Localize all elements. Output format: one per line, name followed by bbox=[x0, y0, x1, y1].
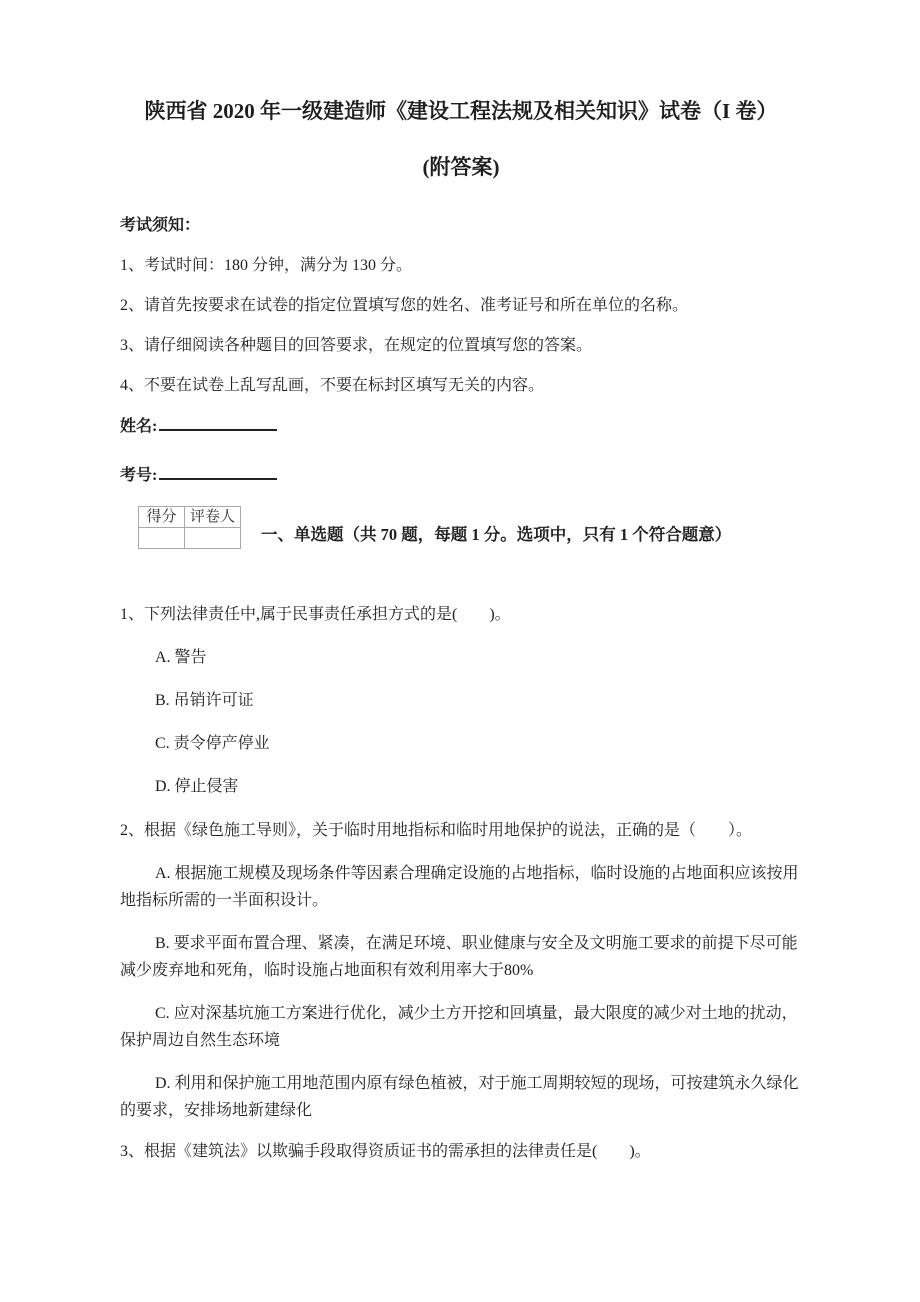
score-table-header-row bbox=[139, 507, 241, 528]
notice-item-4: 4、不要在试卷上乱写乱画，不要在标封区填写无关的内容。 bbox=[120, 377, 545, 394]
exam-title-line1: 陕西省 2020 年一级建造师《建设工程法规及相关知识》试卷（I 卷） bbox=[144, 99, 778, 123]
question-2-option-c: C. 应对深基坑施工方案进行优化，减少土方开挖和回填量，最大限度的减少对土地的扰动，保护周边自然生态环境 bbox=[120, 1005, 798, 1049]
score-table-and-section-heading bbox=[138, 506, 802, 549]
question-2-stem: 2、根据《绿色施工导则》，关于临时用地指标和临时用地保护的说法，正确的是（ ）。 bbox=[120, 822, 753, 839]
notice-item-1: 1、考试时间：180 分钟，满分为 130 分。 bbox=[120, 257, 413, 274]
notice-item-2: 2、请首先按要求在试卷的指定位置填写您的姓名、准考证号和所在单位的名称。 bbox=[120, 297, 689, 314]
question-1-stem: 1、下列法律责任中,属于民事责任承担方式的是( )。 bbox=[120, 606, 511, 623]
notice-heading: 考试须知： bbox=[120, 217, 201, 234]
score-table-cell-score bbox=[139, 528, 185, 549]
question-1-option-b: B. 吊销许可证 bbox=[155, 692, 254, 709]
score-table-header-grader: 评卷人 bbox=[185, 507, 241, 528]
question-1-option-a: A. 警告 bbox=[155, 649, 207, 666]
question-1-option-c: C. 责令停产停业 bbox=[155, 735, 270, 752]
question-2 bbox=[120, 817, 802, 1124]
exam-no-label: 考号: bbox=[120, 467, 158, 484]
name-field-row bbox=[120, 413, 802, 440]
score-table-value-row bbox=[139, 528, 241, 549]
exam-notice-section bbox=[120, 212, 802, 399]
exam-title-line2: (附答案) bbox=[422, 155, 500, 179]
score-table bbox=[138, 506, 241, 549]
question-2-option-b: B. 要求平面布置合理、紧凑，在满足环境、职业健康与安全及文明施工要求的前提下尽可能减少废弃地和死角，临时设施占地面积有效利用率大于80% bbox=[120, 935, 798, 979]
score-table-header-score: 得分 bbox=[139, 507, 185, 528]
exam-no-field-row bbox=[120, 462, 802, 489]
name-blank-line bbox=[159, 416, 277, 431]
question-3-stem: 3、根据《建筑法》以欺骗手段取得资质证书的需承担的法律责任是( )。 bbox=[120, 1143, 651, 1160]
question-1-option-d: D. 停止侵害 bbox=[155, 778, 239, 795]
question-2-option-a: A. 根据施工规模及现场条件等因素合理确定设施的占地指标，临时设施的占地面积应该按用地指标所需的一半面积设计。 bbox=[120, 865, 799, 909]
name-label: 姓名: bbox=[120, 418, 158, 435]
section-heading-single-choice: 一、单选题（共 70 题，每题 1 分。选项中，只有 1 个符合题意） bbox=[261, 525, 732, 544]
question-3 bbox=[120, 1138, 802, 1165]
score-table-cell-grader bbox=[185, 528, 241, 549]
question-1 bbox=[120, 601, 802, 800]
notice-item-3: 3、请仔细阅读各种题目的回答要求，在规定的位置填写您的答案。 bbox=[120, 337, 593, 354]
question-2-option-d: D. 利用和保护施工用地范围内原有绿色植被，对于施工周期较短的现场，可按建筑永久绿化的要求，安排场地新建绿化 bbox=[120, 1075, 799, 1119]
exam-no-blank-line bbox=[159, 465, 277, 480]
